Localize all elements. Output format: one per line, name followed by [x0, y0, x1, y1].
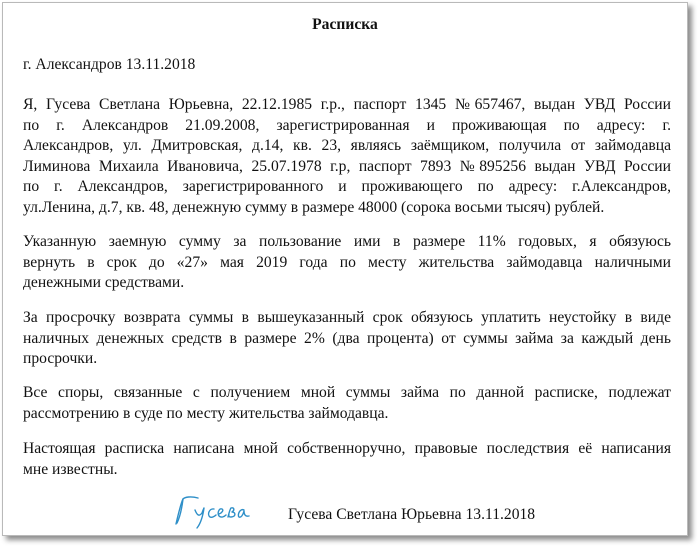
text-line: мне известны.	[23, 460, 118, 478]
handwritten-signature	[171, 493, 259, 529]
text-line: по г. Александров 21.09.2008, зарегистрированная и проживающая по адресу: г.	[23, 116, 671, 134]
text-line: по г. Александров, зарегистрированного и проживающего по адресу: г.Александров,	[23, 178, 671, 195]
text-line: Указанную заемную сумму за пользование ими в размере 11% годовых, я обязуюсь	[23, 233, 671, 250]
text-line: Александров, ул. Дмитровская, д.14, кв. 23, являясь заёмщиком, получила от займодавца	[23, 137, 671, 154]
signature-printed-name: Гусева Светлана Юрьевна 13.11.2018	[288, 506, 536, 523]
text-line: Все споры, связанные с получением мной суммы займа по данной расписке, подлежат	[23, 384, 671, 401]
text-line: Настоящая расписка написана мной собственноручно, правовые последствия её написания	[23, 440, 671, 457]
text-line: просрочки.	[23, 350, 98, 367]
text-line: наличных денежных средств в размере 2% (два процента) от суммы займа за каждый день	[23, 329, 671, 347]
text-line: ул.Ленина, д.7, кв. 48, денежную сумму в размере 48000 (сорока восьми тысяч) рублей.	[23, 198, 605, 216]
city-and-date: г. Александров 13.11.2018	[23, 56, 196, 73]
text-line: Лиминова Михаила Ивановича, 25.07.1978 г.р, паспорт 7893 №895256 выдан УВД России	[23, 157, 671, 175]
text-line: денежными средствами.	[23, 274, 185, 291]
paragraph-handwritten-statement	[23, 439, 671, 480]
receipt-document	[2, 2, 688, 536]
text-line: Я, Гусева Светлана Юрьевна, 22.12.1985 г.р., паспорт 1345 №657467, выдан УВД России	[23, 96, 671, 113]
paragraph-borrower-lender	[23, 95, 671, 218]
paragraph-disputes	[23, 383, 671, 424]
document-title: Расписка	[312, 16, 378, 33]
text-line: рассмотрению в суде по месту жительства займодавца.	[23, 404, 389, 422]
paragraph-interest-return	[23, 232, 671, 294]
text-line: За просрочку возврата суммы в вышеуказанный срок обязуюсь уплатить неустойку в виде	[23, 309, 671, 326]
signature-block	[3, 493, 687, 533]
text-line: вернуть в срок до «27» мая 2019 года по месту жительства займодавца наличными	[23, 253, 671, 271]
paragraph-penalty	[23, 308, 671, 370]
